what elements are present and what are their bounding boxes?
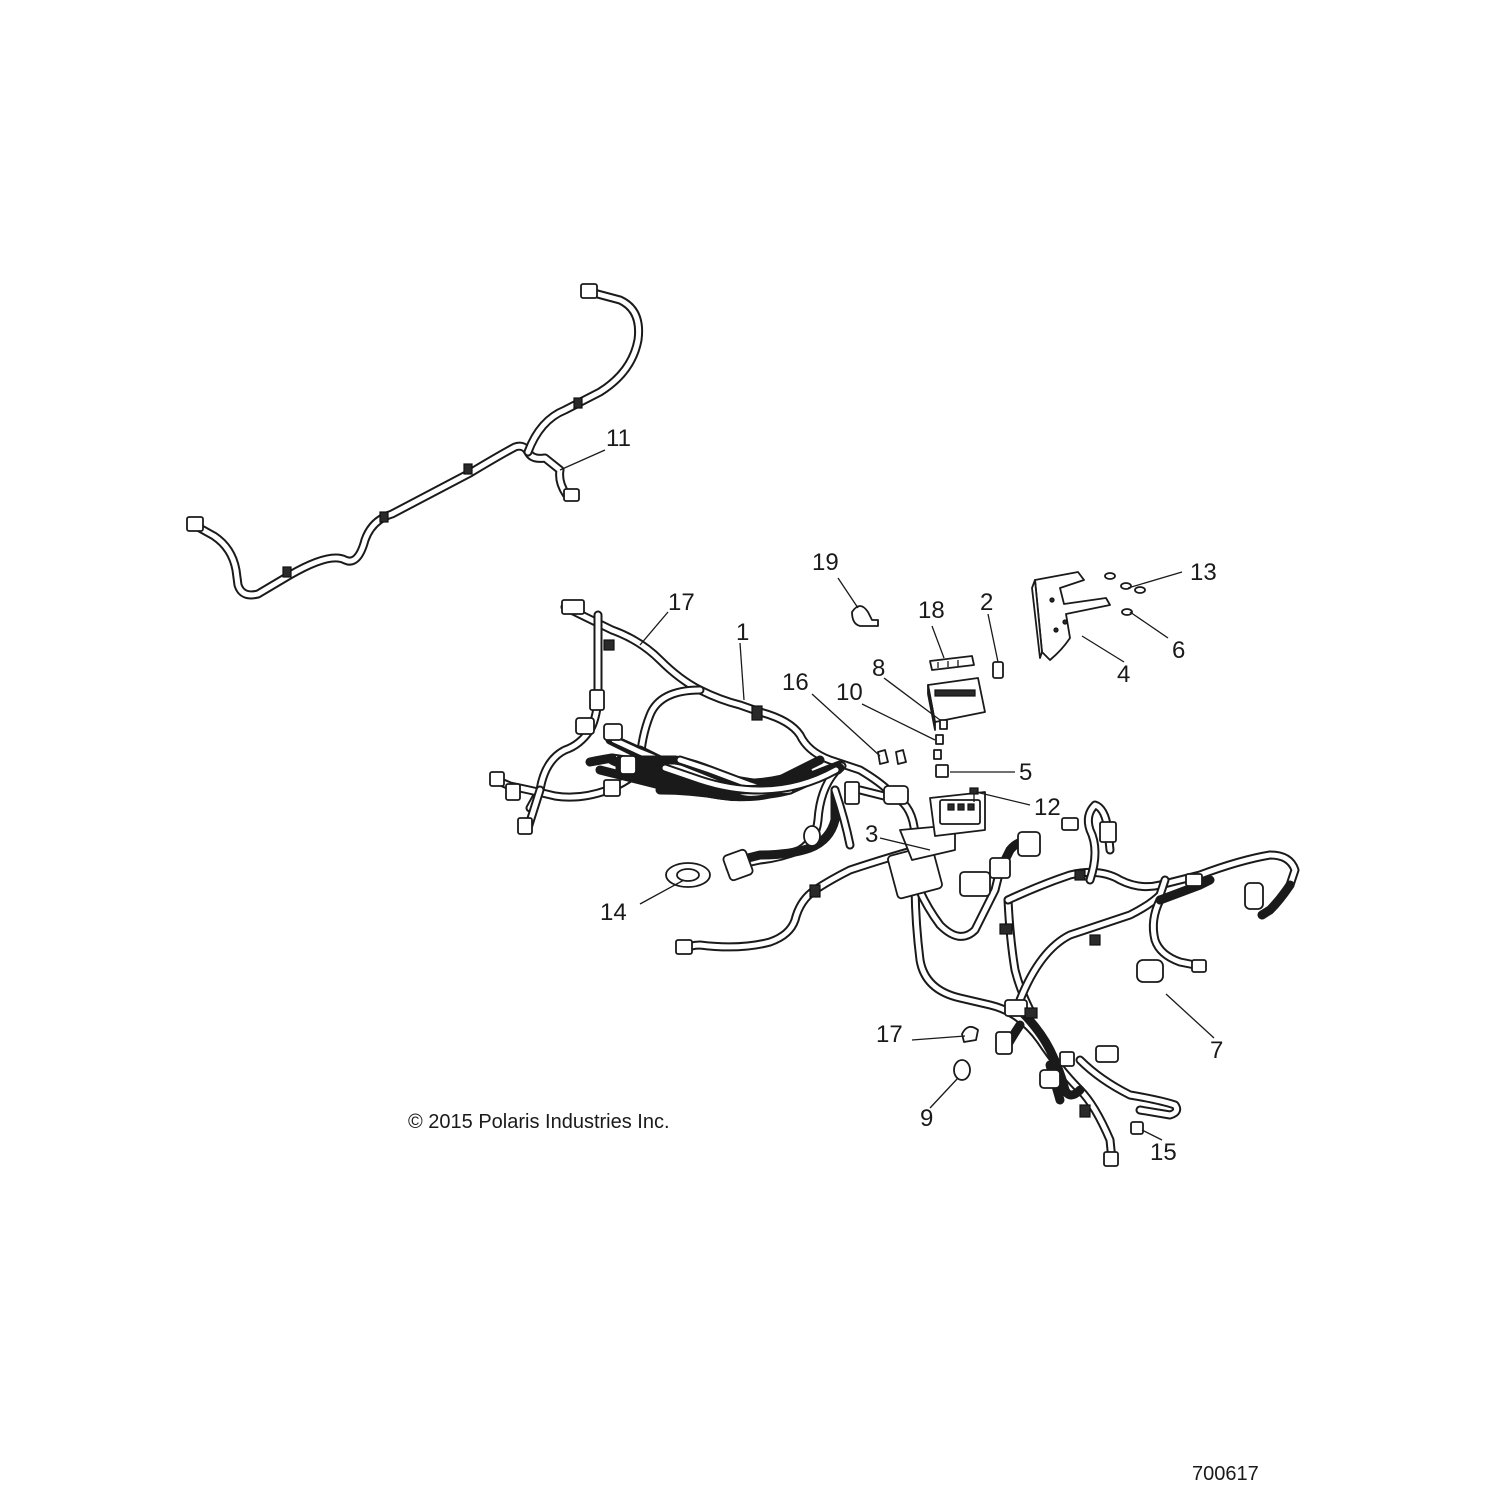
fasteners bbox=[1105, 573, 1145, 615]
callout-1: 1 bbox=[736, 619, 750, 646]
maxi-fuse bbox=[993, 662, 1003, 678]
callout-13: 13 bbox=[1190, 559, 1217, 586]
callout-7: 7 bbox=[1210, 1037, 1224, 1064]
small-fuses bbox=[934, 720, 948, 777]
callout-15: 15 bbox=[1150, 1139, 1177, 1166]
fuse-box bbox=[930, 792, 985, 836]
callout-10: 10 bbox=[836, 679, 863, 706]
callout-16: 16 bbox=[782, 669, 809, 696]
harness-clips bbox=[878, 750, 906, 764]
rubber-bumper bbox=[1131, 1122, 1143, 1134]
callout-11: 11 bbox=[606, 425, 631, 452]
grommet bbox=[666, 863, 710, 887]
callout-14: 14 bbox=[600, 899, 627, 926]
callout-18: 18 bbox=[918, 597, 945, 624]
callout-2: 2 bbox=[980, 589, 994, 616]
callout-8: 8 bbox=[872, 655, 886, 682]
callout-17-upper: 17 bbox=[668, 589, 695, 616]
fuse-label bbox=[930, 656, 974, 670]
callout-4: 4 bbox=[1117, 661, 1131, 688]
callout-5: 5 bbox=[1019, 759, 1033, 786]
ring-grommet bbox=[954, 1060, 970, 1080]
callout-12: 12 bbox=[1034, 794, 1061, 821]
callout-6: 6 bbox=[1172, 637, 1186, 664]
rear-harness bbox=[187, 284, 639, 595]
callout-19: 19 bbox=[812, 549, 839, 576]
callout-9: 9 bbox=[920, 1105, 934, 1132]
callout-17-lower: 17 bbox=[876, 1021, 903, 1048]
figure-number: 700617 bbox=[1192, 1463, 1259, 1485]
cable-clamp-lower bbox=[962, 1027, 978, 1042]
p-clamp bbox=[852, 606, 878, 626]
copyright-notice: © 2015 Polaris Industries Inc. bbox=[408, 1111, 670, 1133]
callout-3: 3 bbox=[865, 821, 879, 848]
fuse-box-cover bbox=[928, 678, 985, 730]
